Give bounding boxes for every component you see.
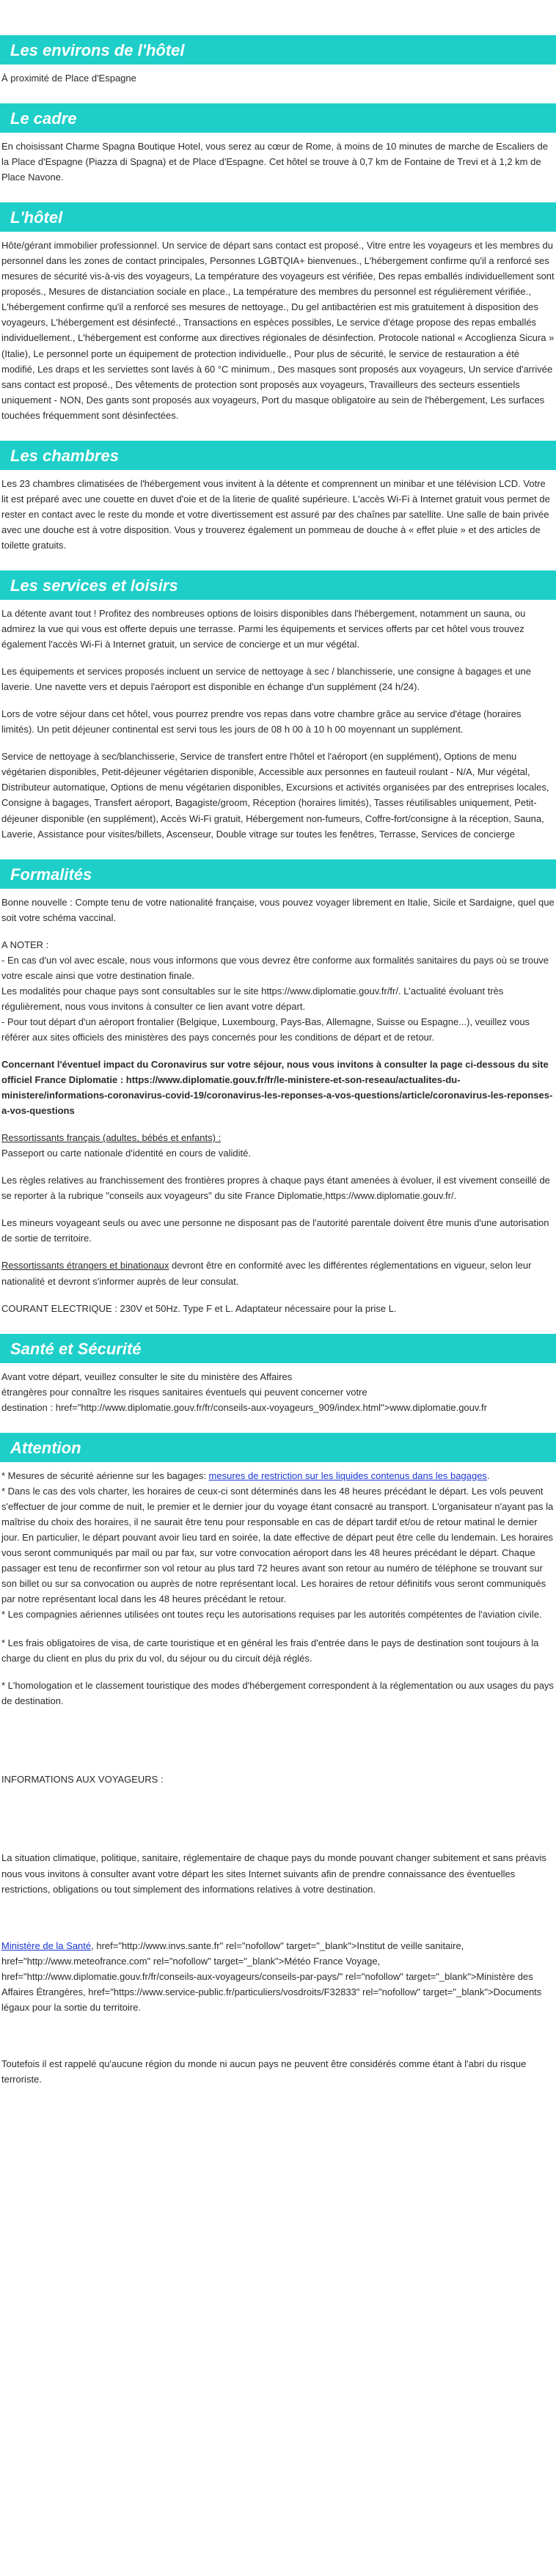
section-title-attention: Attention [0, 1433, 556, 1462]
ressortissants-etrangers-label: Ressortissants étrangers et binationaux [1, 1260, 169, 1272]
formalites-note [1, 937, 555, 1045]
mineurs-text: Les mineurs voyageant seuls ou avec une personne ne disposant pas de l'autorité parentale doivent être munis d'une autorisation de sortie de territoire. [1, 1217, 549, 1244]
info-voyageurs-text [1, 1850, 555, 1896]
note-line: - En cas d'un vol avec escale, nous vous informons que vous devrez être conforme aux formalités sanitaires du pays où se trouve votre escale ainsi que votre destination finale. [1, 954, 549, 981]
sante-line: étrangères pour connaître les risques sanitaires éventuels qui peuvent concerner votre [1, 1386, 367, 1398]
attention-mesures [1, 1468, 555, 1622]
section-cadre [0, 103, 556, 185]
mesure-vols-charter: * Dans le cas des vols charter, les horaires de ceux-ci sont déterminés dans les 48 heures précédant le départ. Les vols peuvent s'effectuer de jour comme de nuit, le premier et le dernier jour du voyage étant consacré au transport. L'organisateur n'ayant pas la maîtrise du choix des horaires, il ne saurait être tenu pour responsable en cas de départ tardif et/ou de retour matinal le dernier jour. En particulier, le départ pouvant avoir lieu tard en soirée, la date effective de départ peut être celle du lendemain. Les horaires vous seront communiqués par mail ou par fax, sur votre convocation aéroport dans les 48 heures précédant le départ. Chaque passager est tenu de reconfirmer son vol retour au plus tard 72 heures avant son retour au numéro de téléphone se trouvant sur son billet ou sur sa convocation ou auprès de notre représentant local. Les horaires de retour définitifs vous seront communiqués par notre représentant local dans les 48 heures précédant le retour. [1, 1485, 554, 1605]
mesure-frais-visa: * Les frais obligatoires de visa, de carte touristique et en général les frais d'entrée dans le pays de destination sont toujours à la charge du client en plus du prix du vol, du séjour ou du circuit déjà réglés. [1, 1637, 539, 1665]
mesure-bagages: * Mesures de sécurité aérienne sur les bagages: mesures de restriction sur les liquides contenus dans les bagages. [1, 1469, 490, 1481]
courant-electrique: COURANT ELECTRIQUE : 230V et 50Hz. Type F et L. Adaptateur nécessaire pour la prise L. [1, 1302, 397, 1314]
note-line: A NOTER : [1, 939, 49, 950]
terrorism-notice: Toutefois il est rappelé qu'aucune région du monde ni aucun pays ne peuvent être considérés comme étant à l'abri du risque terroriste. [1, 2058, 527, 2085]
sante-line: destination : href="http://www.diplomatie.gouv.fr/fr/conseils-aux-voyageurs_909/index.html">www.diplomatie.gouv.fr [1, 1401, 487, 1413]
hotel-text: Hôte/gérant immobilier professionnel. Un service de départ sans contact est proposé., Vitre entre les voyageurs et les membres du personnel dans les zones de contact principales, Personnes LGBTQIA+ bienvenues., L'hébergement confirme qu'il a renforcé ses mesures de sécurité vis-à-vis des voyageurs, La température des voyageurs est vérifiée, Des repas emballés individuellement sont proposés., Mesures de distanciation sociale en place., La température des membres du personnel est régulièrement vérifiée., L'hébergement confirme qu'il a renforcé ses mesures de nettoyage., Du gel antibactérien est mis gratuitement à disposition des voyageurs, L'hébergement est désinfecté., Transactions en espèces possibles, Le service d'étage propose des repas emballés individuellement., L'hébergement est conforme aux directives régionales de désinfection. Protocole national « Accoglienza Sicura » (Italie), Le personnel porte un équipement de protection individuelle., Pour plus de sécurité, le service de restauration a été modifié, Les draps et les serviettes sont lavés à 60 °C minimum., Des masques sont proposés aux voyageurs, Un service d'arrivée sans contact est proposé., Des vêtements de protection sont proposés aux voyageurs, Travailleurs des secteurs essentiels uniquement - NON, Des gants sont proposés aux voyageurs, Port du masque obligatoire au sein de l'hébergement, Les surfaces touchées fréquemment sont désinfectées. [1, 240, 555, 421]
coronavirus-notice: Concernant l'éventuel impact du Coronavirus sur votre séjour, nous vous invitons à consulter la page ci-dessous du site officiel France Diplomatie : https://www.diplomatie.gouv.fr/fr/le-ministere-et-son-reseau/actualites-du-ministere/informations-coronavirus-covid-19/coronavirus-les-reponses-a-vos-questions/article/coronavirus-les-reponses-a-vos-questions [1, 1059, 553, 1117]
note-line: - Pour tout départ d'un aéroport frontalier (Belgique, Luxembourg, Pays-Bas, Allemagne, Suisse ou Espagne...), veuillez vous référer aux sites officiels des ministères des pays concernés pour les conditions de départ et de retour. [1, 1016, 530, 1043]
services-paragraph-3: Lors de votre séjour dans cet hôtel, vous pourrez prendre vos repas dans votre chambre grâce au service d'étage (horaires limités). Un petit déjeuner continental est servi tous les jours de 08 h 00 à 10 h 00 moyennant un supplément. [1, 708, 522, 735]
section-services [0, 570, 556, 842]
chambres-text: Les 23 chambres climatisées de l'hébergement vous invitent à la détente et comprennent un minibar et une télévision LCD. Votre lit est préparé avec une couette en duvet d'oie et de la literie de qualité supérieure. L'accès Wi-Fi à Internet gratuit vous permet de rester en contact avec le reste du monde et votre divertissement est assuré par des chaînes par satellite. Une salle de bain privée avec une douche est à votre disposition. Vous y trouverez également un pommeau de douche à « effet pluie » et des articles de toilette gratuits. [1, 477, 550, 551]
services-paragraph-1: La détente avant tout ! Profitez des nombreuses options de loisirs disponibles dans l'hébergement, notamment un sauna, ou admirez la vue qui vous est offerte depuis une terrasse. Parmi les équipements et services offerts par cet hôtel vous trouvez également l'accès Wi-Fi à Internet gratuit, un service de concierge et un mur végétal. [1, 607, 526, 650]
note-line: Les modalités pour chaque pays sont consultables sur le site https://www.diplomatie.gouv.fr/fr/. L'actualité évoluant très régulièrement, nous vous invitons à consulter ce lien avant votre départ. [1, 985, 504, 1012]
info-voyageurs-title: INFORMATIONS AUX VOYAGEURS : [1, 1774, 164, 1786]
info-links [1, 1938, 555, 2015]
section-title-hotel: L'hôtel [0, 202, 556, 232]
ministere-sante-link[interactable]: Ministère de la Santé [1, 1940, 92, 1951]
cadre-text: En choisissant Charme Spagna Boutique Hotel, vous serez au cœur de Rome, à moins de 10 minutes de marche de Escaliers de la Place d'Espagne (Piazza di Spagna) et de Place d'Espagne. Cet hôtel se trouve à 0,7 km de Fontaine de Trevi et à 1,2 km de Place Navone. [1, 141, 548, 183]
ressortissants-francais-label: Ressortissants français (adultes, bébés et enfants) : [1, 1132, 222, 1144]
section-chambres [0, 441, 556, 553]
ressortissants-francais-text: Passeport ou carte nationale d'identité en cours de validité. [1, 1148, 251, 1159]
hotel-description-document [0, 35, 556, 2134]
section-title-sante: Santé et Sécurité [0, 1334, 556, 1363]
services-paragraph-4: Service de nettoyage à sec/blanchisserie, Service de transfert entre l'hôtel et l'aéroport (en supplément), Options de menu végétarien disponibles, Petit-déjeuner végétarien disponible, Accessible aux personnes en fauteuil roulant - N/A, Mur végétal, Distributeur automatique, Options de menu végétarien disponibles, Excursions et activités organisées par des entreprises locales, Consigne à bagages, Transfert aéroport, Bagagiste/groom, Réception (horaires limités), Tasses réutilisables uniquement, Petit-déjeuner disponible (en supplément), Accès Wi-Fi gratuit, Hébergement non-fumeurs, Coffre-fort/consigne à la réception, Sauna, Laverie, Assistance pour visites/billets, Ascenseur, Double vitrage sur toutes les fenêtres, Terrasse, Services de concierge [1, 751, 549, 840]
section-formalites [0, 859, 556, 1316]
section-title-cadre: Le cadre [0, 103, 556, 133]
section-sante [0, 1334, 556, 1415]
info-line: nous vous invitons à consulter avant votre départ les sites Internet suivants afin de prendre connaissance des éventuelles restrictions, obligations ou tout simplement des informations relatives à votre destination. [1, 1868, 516, 1895]
info-links-text: , href="http://www.invs.sante.fr" rel="nofollow" target="_blank">Institut de veille sanitaire, href="http://www.meteofrance.com" rel="nofollow" target="_blank">Météo France Voyage, href="http://www.diplomatie.gouv.fr/fr/conseils-aux-voyageurs/conseils-par-pays/" rel="nofollow" target="_blank">Ministère des Affaires Étrangères, href="https://www.service-public.fr/particuliers/vosdroits/F32833" rel="nofollow" target="_blank">Documents légaux pour la sortie du territoire. [1, 1940, 542, 2013]
section-hotel [0, 202, 556, 423]
ressortissants-francais [1, 1130, 555, 1161]
regles-frontieres: Les règles relatives au franchissement des frontières propres à chaque pays étant amenées à évoluer, il est vivement conseillé de se reporter à la rubrique "conseils aux voyageurs" du site France Diplomatie,https://www.diplomatie.gouv.fr/. [1, 1175, 550, 1202]
mesure-compagnies: * Les compagnies aériennes utilisées ont toutes reçu les autorisations requises par les autorités compétentes de l'aviation civile. [1, 1609, 542, 1621]
section-title-services: Les services et loisirs [0, 570, 556, 600]
section-title-environs: Les environs de l'hôtel [0, 35, 556, 65]
formalites-intro: Bonne nouvelle : Compte tenu de votre nationalité française, vous pouvez voyager librement en Italie, Sicile et Sardaigne, quel que soit votre schéma vaccinal. [1, 896, 555, 923]
sante-text [1, 1369, 555, 1415]
liquids-restriction-link[interactable]: mesures de restriction sur les liquides contenus dans les bagages [208, 1469, 487, 1481]
mesure-homologation: * L'homologation et le classement touristique des modes d'hébergement correspondent à la réglementation ou aux usages du pays de destination. [1, 1680, 554, 1707]
services-paragraph-2: Les équipements et services proposés incluent un service de nettoyage à sec / blanchisserie, une consigne à bagages et une laverie. Une navette vers et depuis l'aéroport est disponible en échange d'un supplément (24 h/24). [1, 666, 531, 693]
section-title-chambres: Les chambres [0, 441, 556, 470]
section-title-formalites: Formalités [0, 859, 556, 889]
section-environs [0, 35, 556, 86]
section-attention [0, 1433, 556, 2087]
ressortissants-etrangers-text: devront être en conformité avec les différentes réglementations en vigueur, selon leur nationalité et devront s'informer auprès de leur consulat. [1, 1260, 532, 1287]
sante-line: Avant votre départ, veuillez consulter le site du ministère des Affaires [1, 1370, 293, 1382]
info-line: La situation climatique, politique, sanitaire, réglementaire de chaque pays du monde pouvant changer subitement et sans préavis [1, 1852, 546, 1864]
ressortissants-etrangers [1, 1258, 555, 1288]
environs-text: À proximité de Place d'Espagne [1, 73, 136, 84]
